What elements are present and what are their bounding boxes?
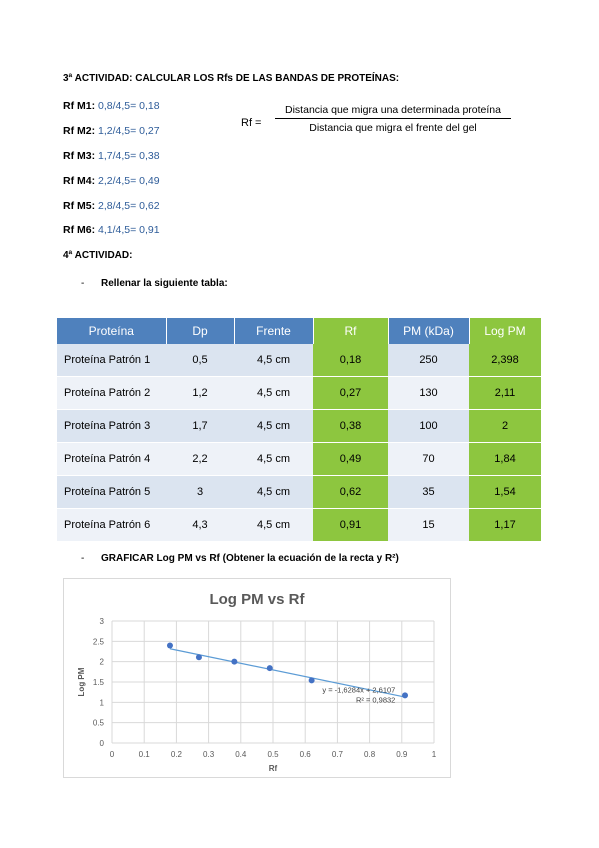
data-point [402,692,408,698]
header-front: Frente [234,318,313,344]
y-tick-label: 1 [99,698,104,708]
table-row [57,443,541,476]
data-point [231,659,237,665]
x-tick-label: 0.1 [138,750,150,759]
cell-pm: 70 [388,443,469,476]
x-tick-label: 0.4 [235,750,247,759]
rf-calc-label: Rf M5: [63,200,98,212]
header-dp: Dp [166,318,234,344]
header-rf: Rf [313,318,388,344]
cell-protein: Proteína Patrón 5 [57,476,166,509]
section-4-title: 4ª ACTIVIDAD: [63,250,133,261]
x-tick-label: 0.8 [364,750,376,759]
data-point [309,677,315,683]
cell-log-pm: 1,54 [469,476,541,509]
table-row [57,476,541,509]
rf-calc-value: 0,8/4,5= 0,18 [98,100,160,112]
rf-calc-m3 [63,150,160,162]
rf-calc-m1 [63,100,160,112]
header-pm: PM (kDa) [388,318,469,344]
cell-rf: 0,38 [313,410,388,443]
cell-protein: Proteína Patrón 4 [57,443,166,476]
x-tick-label: 0.6 [299,750,311,759]
cell-front: 4,5 cm [234,410,313,443]
cell-rf: 0,27 [313,377,388,410]
x-tick-label: 0.7 [331,750,343,759]
formula-lhs: Rf = [241,117,262,129]
cell-dp: 0,5 [166,344,234,377]
table-row [57,509,541,542]
cell-dp: 1,2 [166,377,234,410]
rf-calc-value: 1,2/4,5= 0,27 [98,125,160,137]
cell-pm: 100 [388,410,469,443]
header-protein: Proteína [57,318,166,344]
data-point [196,654,202,660]
y-tick-label: 0 [99,739,104,748]
cell-pm: 15 [388,509,469,542]
x-axis-label: Rf [268,764,278,773]
log-pm-vs-rf-chart [64,579,450,777]
cell-front: 4,5 cm [234,443,313,476]
x-tick-label: 0 [109,750,115,759]
rf-calc-m4 [63,175,160,187]
cell-dp: 3 [166,476,234,509]
data-point [267,665,273,671]
cell-front: 4,5 cm [234,509,313,542]
rf-calc-value: 1,7/4,5= 0,38 [98,150,160,162]
cell-front: 4,5 cm [234,476,313,509]
table-row [57,410,541,443]
chart-title: Log PM vs Rf [209,591,305,608]
cell-front: 4,5 cm [234,377,313,410]
header-log-pm: Log PM [469,318,541,344]
rf-calc-label: Rf M3: [63,150,98,162]
cell-pm: 130 [388,377,469,410]
graph-instruction: GRAFICAR Log PM vs Rf (Obtener la ecuación de la recta y R²) [101,553,399,564]
data-point [167,642,173,648]
cell-dp: 4,3 [166,509,234,542]
cell-log-pm: 1,17 [469,509,541,542]
r-squared: R² = 0,9832 [355,695,396,705]
cell-protein: Proteína Patrón 3 [57,410,166,443]
x-tick-label: 1 [431,750,437,759]
formula-numerator: Distancia que migra una determinada proteína [275,104,511,119]
y-tick-label: 3 [99,617,104,626]
bullet-dash: - [81,278,85,289]
cell-pm: 250 [388,344,469,377]
formula-denominator: Distancia que migra el frente del gel [309,122,477,134]
cell-pm: 35 [388,476,469,509]
rf-calc-m6 [63,224,160,236]
y-tick-label: 0.5 [92,718,104,728]
cell-protein: Proteína Patrón 6 [57,509,166,542]
rf-calc-value: 2,2/4,5= 0,49 [98,175,160,187]
cell-front: 4,5 cm [234,344,313,377]
rf-calc-m5 [63,200,160,212]
cell-log-pm: 2,398 [469,344,541,377]
trendline-equation: y = -1,6284x + 2,6107 [322,685,396,695]
rf-calc-label: Rf M4: [63,175,98,187]
x-tick-label: 0.5 [267,750,279,759]
x-tick-label: 0.9 [396,750,408,759]
rf-calc-label: Rf M2: [63,125,98,137]
cell-log-pm: 1,84 [469,443,541,476]
cell-dp: 1,7 [166,410,234,443]
rf-calc-label: Rf M6: [63,224,98,236]
cell-rf: 0,49 [313,443,388,476]
cell-protein: Proteína Patrón 1 [57,344,166,377]
cell-rf: 0,62 [313,476,388,509]
rf-calc-value: 4,1/4,5= 0,91 [98,224,160,236]
rf-formula [275,104,511,134]
rf-calc-value: 2,8/4,5= 0,62 [98,200,160,212]
cell-rf: 0,91 [313,509,388,542]
y-axis-label: Log PM [77,667,86,697]
cell-protein: Proteína Patrón 2 [57,377,166,410]
table-header-row [57,318,541,344]
section-3-title: 3ª ACTIVIDAD: CALCULAR LOS Rfs DE LAS BANDAS DE PROTEÍNAS: [63,73,400,84]
y-tick-label: 2 [99,657,104,667]
table-row [57,344,541,377]
x-tick-label: 0.3 [203,750,215,759]
cell-log-pm: 2 [469,410,541,443]
bullet-dash: - [81,553,85,564]
fill-table-instruction: Rellenar la siguiente tabla: [101,278,228,289]
x-tick-label: 0.2 [170,750,182,759]
rf-calc-label: Rf M1: [63,100,98,112]
cell-rf: 0,18 [313,344,388,377]
table-row [57,377,541,410]
cell-log-pm: 2,11 [469,377,541,410]
y-tick-label: 2.5 [92,637,104,647]
cell-dp: 2,2 [166,443,234,476]
y-tick-label: 1.5 [92,678,104,687]
protein-table [57,318,542,542]
chart-container [63,578,451,778]
rf-calc-m2 [63,125,160,137]
